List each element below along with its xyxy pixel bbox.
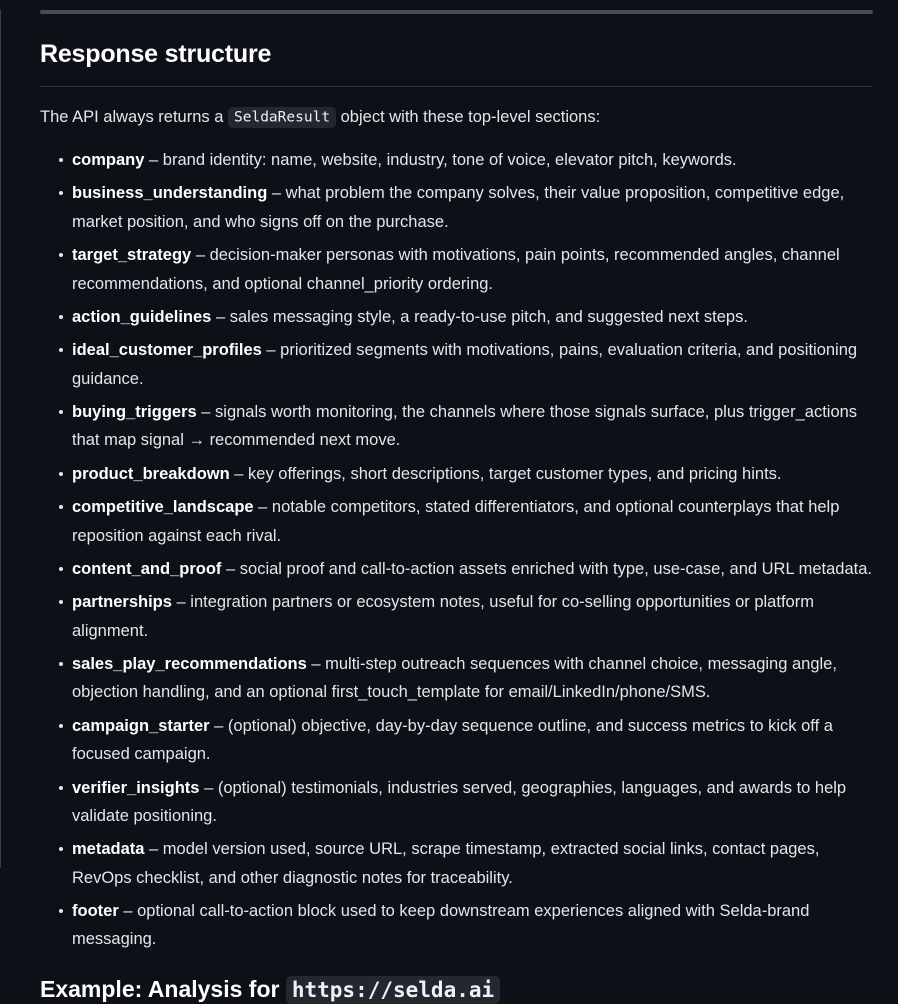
section-description: – decision-maker personas with motivations, pain points, recommended angles, channel recommendations, and optional channel_priority ordering.	[72, 246, 840, 293]
list-item	[40, 398, 872, 455]
section-description: – integration partners or ecosystem notes, useful for co-selling opportunities or platform alignment.	[72, 593, 814, 640]
section-key-label: buying_triggers	[72, 403, 197, 421]
list-item	[40, 588, 872, 645]
list-item	[40, 897, 872, 954]
section-key-label: action_guidelines	[72, 307, 212, 326]
section-description: – model version used, source URL, scrape timestamp, extracted social links, contact pages, RevOps checklist, and other diagnostic notes for traceability.	[72, 840, 820, 887]
list-item	[40, 493, 872, 550]
list-item	[40, 303, 872, 331]
section-key-label: metadata	[72, 840, 145, 859]
example-heading-label: Example: Analysis for	[40, 975, 286, 1002]
list-item	[40, 336, 872, 393]
section-description: – signals worth monitoring, the channels where those signals surface, plus trigger_actions that map signal → recommended next move.	[72, 403, 858, 450]
list-item	[40, 555, 872, 583]
list-item	[40, 179, 872, 236]
section-key-label: target_strategy	[72, 246, 192, 265]
document-page	[0, 10, 898, 1002]
section-description: – social proof and call-to-action assets enriched with type, use-case, and URL metadata.	[226, 559, 872, 578]
section-key-label: sales_play_recommendations	[72, 655, 307, 673]
response-sections-list	[40, 146, 872, 954]
section-key-label: business_understanding	[72, 184, 268, 203]
section-description: – optional call-to-action block used to keep downstream experiences aligned with Selda-brand messaging.	[72, 902, 810, 949]
section-description: – brand identity: name, website, industry, tone of voice, elevator pitch, keywords.	[149, 151, 737, 169]
section-key-label: partnerships	[72, 593, 172, 612]
page-title: Response structure	[40, 40, 272, 68]
list-item	[40, 146, 872, 174]
section-description: – key offerings, short descriptions, target customer types, and pricing hints.	[234, 464, 782, 483]
list-item	[40, 835, 872, 892]
selda-result-code-chip: SeldaResult	[228, 107, 336, 128]
title-underline-rule	[40, 86, 873, 87]
section-key-label: product_breakdown	[72, 464, 230, 483]
list-item	[40, 650, 872, 707]
section-description: – notable competitors, stated differentiators, and optional counterplays that help reposition against each rival.	[72, 498, 840, 545]
list-item	[40, 460, 872, 488]
example-heading	[40, 976, 872, 1004]
section-description: – what problem the company solves, their value proposition, competitive edge, market position, and who signs off on the purchase.	[72, 184, 845, 231]
section-key-label: footer	[72, 902, 119, 920]
section-key-label: competitive_landscape	[72, 498, 254, 517]
section-description: – sales messaging style, a ready-to-use pitch, and suggested next steps.	[215, 307, 748, 326]
section-key-label: ideal_customer_profiles	[72, 341, 262, 360]
section-description: – multi-step outreach sequences with channel choice, messaging angle, objection handling, and an optional first_touch_template for email/LinkedIn/phone/SMS.	[72, 655, 837, 702]
selda-url-code-chip: https://selda.ai	[286, 976, 500, 1004]
top-divider	[40, 10, 873, 14]
section-description: – (optional) objective, day-by-day sequence outline, and success metrics to kick off a focused campaign.	[72, 716, 833, 764]
section-key-label: campaign_starter	[72, 716, 210, 735]
section-description: – prioritized segments with motivations, pains, evaluation criteria, and positioning guidance.	[72, 341, 858, 388]
list-item	[40, 774, 872, 831]
list-item	[40, 712, 872, 769]
section-key-label: content_and_proof	[72, 559, 222, 578]
section-description: – (optional) testimonials, industries served, geographies, languages, and awards to help validate positioning.	[72, 778, 847, 825]
list-item	[40, 241, 872, 298]
intro-text-before: The API always returns a	[40, 107, 229, 126]
section-key-label: verifier_insights	[72, 778, 200, 797]
section-key-label: company	[72, 151, 145, 169]
intro-paragraph	[40, 105, 872, 130]
intro-text-after: object with these top-level sections:	[336, 107, 601, 126]
